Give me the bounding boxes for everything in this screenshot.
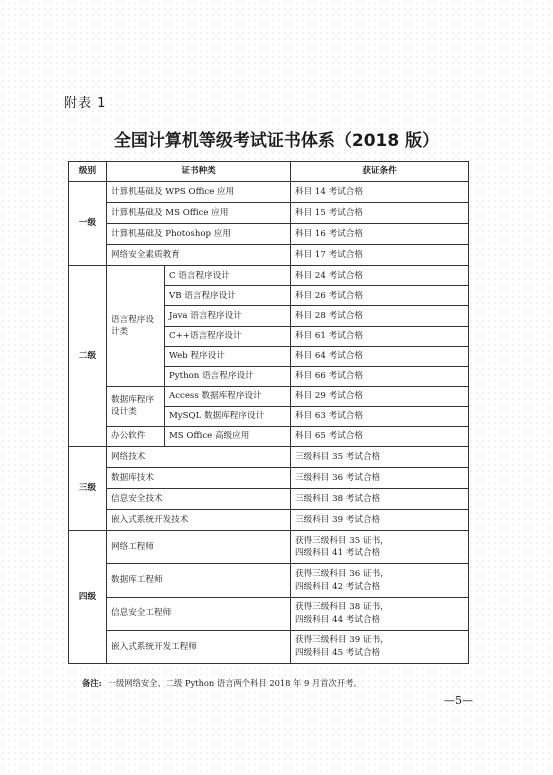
cond-line: 获得三级科目 35 证书， [295,535,389,546]
table-row [69,266,469,286]
cond-line: 四级科目 42 考试合格 [295,581,381,592]
cond-cell [291,597,469,630]
level-3-cell: 三级 [69,447,107,531]
cond-cell: 科目 26 考试合格 [291,286,469,306]
cert-cell: C++语言程序设计 [165,326,291,346]
cond-cell: 科目 28 考试合格 [291,306,469,326]
table-row [69,597,469,630]
table-row [69,426,469,446]
footnote [82,677,362,689]
cond-cell: 科目 15 考试合格 [291,203,469,224]
level-2-cell: 二级 [69,266,107,447]
cond-cell: 科目 29 考试合格 [291,386,469,406]
cond-cell: 科目 66 考试合格 [291,366,469,386]
cert-cell: 计算机基础及 MS Office 应用 [107,203,291,224]
cond-line: 四级科目 44 考试合格 [295,614,381,625]
cond-cell: 三级科目 36 考试合格 [291,468,469,489]
cert-cell: Web 程序设计 [165,346,291,366]
cert-cell: 计算机基础及 WPS Office 应用 [107,182,291,203]
cond-cell: 三级科目 38 考试合格 [291,489,469,510]
cert-cell: MS Office 高级应用 [165,426,291,446]
page-number: —5— [444,694,473,707]
cert-cell: 网络安全素质教育 [107,245,291,266]
cond-cell [291,531,469,564]
cond-cell: 科目 65 考试合格 [291,426,469,446]
table-row [69,224,469,245]
cond-cell [291,564,469,597]
certificate-table [68,161,469,664]
cert-cell: Access 数据库程序设计 [165,386,291,406]
table-row [69,510,469,531]
cond-cell: 科目 24 考试合格 [291,266,469,286]
cond-line: 四级科目 45 考试合格 [295,647,381,658]
cert-cell: Java 语言程序设计 [165,306,291,326]
table-row [69,489,469,510]
document-title: 全国计算机等级考试证书体系（2018 版） [113,131,440,151]
table-row [69,468,469,489]
cond-cell: 科目 14 考试合格 [291,182,469,203]
header-level: 级别 [69,162,107,182]
cond-cell: 科目 63 考试合格 [291,406,469,426]
table-row [69,182,469,203]
group-lang-cell: 语言程序设计类 [107,266,165,386]
cert-cell: C 语言程序设计 [165,266,291,286]
table-row [69,203,469,224]
footnote-text: 一级网络安全、二级 Python 语言两个科目 2018 年 9 月首次开考。 [107,678,362,688]
table-row [69,630,469,663]
cert-cell: 信息安全技术 [107,489,291,510]
header-cert: 证书种类 [107,162,291,182]
cert-cell: 数据库工程师 [107,564,291,597]
cert-cell: Python 语言程序设计 [165,366,291,386]
appendix-label: 附表 1 [64,96,107,111]
cert-cell: 计算机基础及 Photoshop 应用 [107,224,291,245]
cond-line: 获得三级科目 39 证书， [295,635,389,646]
table-header-row [69,162,469,182]
cond-cell [291,630,469,663]
cond-cell: 科目 16 考试合格 [291,224,469,245]
header-cond: 获证条件 [291,162,469,182]
cert-cell: 网络技术 [107,447,291,468]
footnote-label: 备注: [82,678,102,688]
table-row [69,386,469,406]
cond-cell: 三级科目 35 考试合格 [291,447,469,468]
cond-cell: 科目 61 考试合格 [291,326,469,346]
cond-cell: 科目 64 考试合格 [291,346,469,366]
cert-cell: 嵌入式系统开发工程师 [107,630,291,663]
table-row [69,531,469,564]
cert-cell: 数据库技术 [107,468,291,489]
cond-line: 获得三级科目 36 证书， [295,569,389,580]
cert-cell: 嵌入式系统开发技术 [107,510,291,531]
group-db-cell: 数据库程序设计类 [107,386,165,426]
cond-cell: 三级科目 39 考试合格 [291,510,469,531]
cert-cell: MySQL 数据库程序设计 [165,406,291,426]
cond-line: 获得三级科目 38 证书， [295,602,389,613]
cond-cell: 科目 17 考试合格 [291,245,469,266]
level-4-cell: 四级 [69,531,107,664]
cert-cell: VB 语言程序设计 [165,286,291,306]
cert-cell: 网络工程师 [107,531,291,564]
table-row [69,245,469,266]
group-office-cell: 办公软件 [107,426,165,446]
cert-cell: 信息安全工程师 [107,597,291,630]
table-row [69,447,469,468]
table-row [69,564,469,597]
cond-line: 四级科目 41 考试合格 [295,548,381,559]
level-1-cell: 一级 [69,182,107,266]
